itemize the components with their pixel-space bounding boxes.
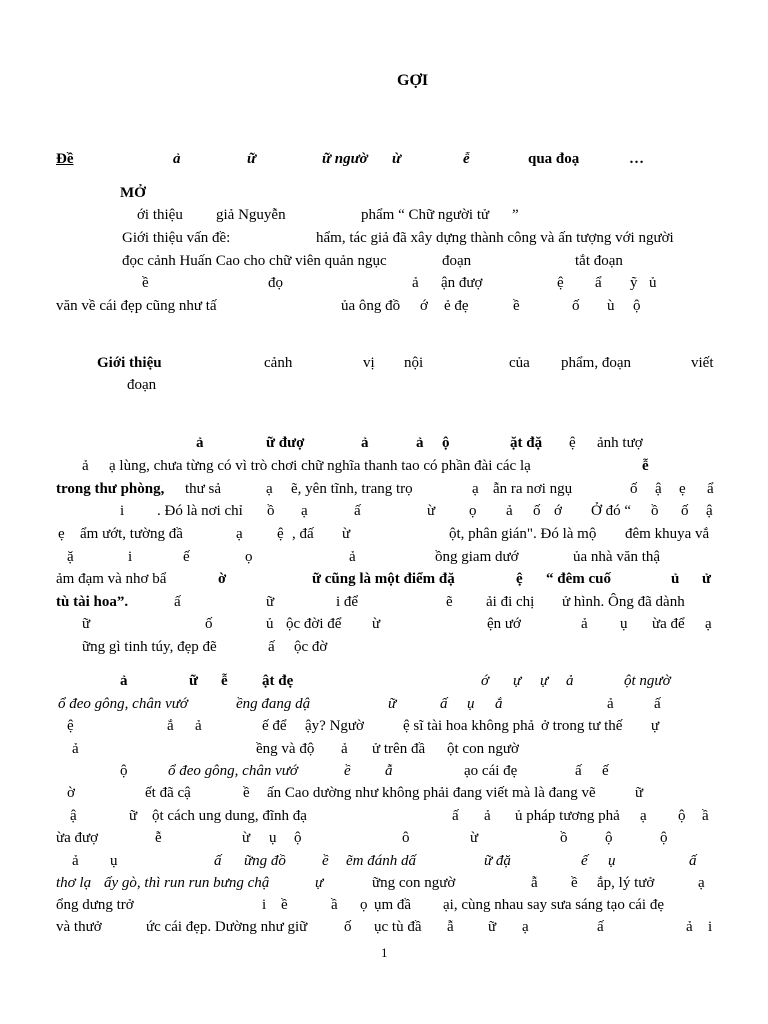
intro-text: ộ [633, 298, 641, 314]
para-text: i [262, 897, 267, 913]
para-text: ừ [372, 616, 381, 632]
intro-text: ề [513, 298, 520, 314]
para-text: ẫ [531, 875, 538, 891]
para-text: ọ [469, 503, 477, 519]
para-text: ững con ngườ [372, 875, 456, 891]
para-text: ạ [640, 808, 647, 824]
para-text: ồ [651, 503, 659, 519]
intro-text: ớ [420, 298, 428, 314]
intro-text: ệ [557, 275, 564, 291]
para-text: ững đồ [244, 853, 286, 869]
para-text: ạ [705, 616, 712, 632]
para-text: ệ sĩ tài hoa không phả [403, 718, 535, 734]
para-text: ấ [654, 696, 661, 712]
para-text: ẫ [447, 919, 454, 935]
para-text: ự [315, 875, 324, 891]
para-text: ẽm đánh dấ [346, 853, 416, 869]
para-text: ức cái đẹp. Dường như giữ [146, 919, 308, 935]
para-text: ủa nhà văn thậ [573, 549, 661, 565]
para-text: ả [72, 853, 79, 869]
para-text: thư sả [185, 481, 222, 497]
para-text: ấ [440, 696, 448, 712]
para-text: ụ [110, 853, 118, 869]
para-text: ờ [218, 571, 227, 587]
topic-fragment: ữ [247, 151, 256, 167]
para-text: ấ [597, 919, 604, 935]
para-text: ề [243, 785, 250, 801]
para-text: ẫn ra nơi ngụ [493, 481, 573, 497]
para-text: i [128, 549, 133, 565]
para-text: ồ [267, 503, 275, 519]
para-text: đêm khuya vắ [625, 526, 710, 542]
intro-text: văn về cái đẹp cũng như tấ [56, 298, 217, 314]
para-text: ầ [702, 808, 709, 824]
para-text: ặ [67, 549, 74, 565]
topic-fragment: ữ ngườ [322, 151, 368, 167]
para-text: . Đó là nơi chỉ [157, 503, 243, 519]
para-text: ộ [605, 830, 613, 846]
para-text: ữ [388, 696, 397, 712]
topic-fragment: ừ [392, 151, 401, 167]
para-text: ẩ [707, 481, 714, 497]
para-text: ề [322, 853, 329, 869]
para-text: ự [651, 718, 660, 734]
para-text: ồng giam dướ [435, 549, 519, 565]
para-text: ột cách ung dung, đĩnh đạ [152, 808, 307, 824]
para-text: ụ [608, 853, 616, 869]
para-text: ững gì tinh túy, đẹp đẽ [82, 639, 217, 655]
para-text: ủ [266, 616, 274, 632]
para-text: ả [566, 673, 574, 689]
para-text: ầ [331, 897, 338, 913]
para-text: ảm đạm và nhơ bẩ [56, 571, 167, 587]
body-intro-text: viết [691, 355, 714, 371]
para-text: ạ [236, 526, 243, 542]
para-text: ữ cũng là một điểm đặ [312, 571, 455, 587]
para-text: ềng đang dậ [236, 696, 311, 712]
intro-text: ố [572, 298, 580, 314]
para-text: ấ [354, 503, 361, 519]
para-text: i [120, 503, 125, 519]
para-text: ấ [575, 763, 582, 779]
para-text: ộ [442, 435, 450, 451]
para-text: ấn Cao dường như không phải đang viết mà là đang vẽ [267, 785, 596, 801]
para-text: ừ [242, 830, 251, 846]
para-text: ộ [294, 830, 302, 846]
para-text: ả [416, 435, 424, 451]
intro-heading: MỞ [120, 185, 146, 201]
body-intro-text: vị [363, 355, 375, 371]
para-text: ẽ [446, 594, 453, 610]
intro-text: hẩm, tác giả đã xây dựng thành công và ấn tượng với người [316, 230, 674, 246]
topic-fragment: qua đoạ [528, 151, 580, 167]
para-text: ữ [82, 616, 91, 632]
para-text: ềng và độ [256, 741, 315, 757]
para-text: ề [344, 763, 351, 779]
intro-text: Giới thiệu vấn đề: [122, 230, 231, 246]
para-text: ắp, lý tưở [597, 875, 655, 891]
para-text: ề [281, 897, 288, 913]
para-text: ộc đời để [286, 616, 342, 632]
topic-fragment: ễ [463, 151, 470, 167]
para-text: ọ [245, 549, 253, 565]
para-text: ấ [174, 594, 181, 610]
para-text: ừ [470, 830, 479, 846]
intro-text: ỹ [630, 275, 638, 291]
para-text: ạ [301, 503, 308, 519]
para-text: thơ lạ [56, 875, 92, 891]
body-intro-text: nội [404, 355, 424, 371]
para-text: ẹ [58, 526, 65, 542]
para-text: ọ [360, 897, 368, 913]
para-text: ữ [635, 785, 644, 801]
para-text: ễ [642, 458, 649, 474]
para-text: ễ [221, 673, 228, 689]
para-text: ấ [452, 808, 459, 824]
para-text: ớ [554, 503, 562, 519]
intro-text: ẩ [595, 275, 602, 291]
body-intro-text: của [509, 355, 530, 371]
para-text: ụm đầ [374, 897, 412, 913]
para-text: ẽ, yên tĩnh, trang trọ [291, 481, 413, 497]
para-text: ạ lùng, chưa từng có vì trò chơi chữ nghĩa thanh tao có phần đài các lạ [109, 458, 531, 474]
intro-text: ủa ông đồ [341, 298, 401, 314]
para-text: ệ [516, 571, 523, 587]
para-text: ố [205, 616, 213, 632]
para-text: tù tài hoa”. [56, 594, 129, 610]
para-text: ở trong tư thế [541, 718, 623, 734]
para-text: ạo cái đẹ [464, 763, 518, 779]
intro-text: ả [412, 275, 419, 291]
para-text: ộ [678, 808, 686, 824]
para-text: ổng dưng trở [56, 897, 134, 913]
para-text: Ở đó “ [591, 503, 631, 519]
para-text: ề [571, 875, 578, 891]
para-text: ậ [70, 808, 77, 824]
para-text: ả [341, 741, 348, 757]
para-text: ấ [689, 853, 697, 869]
para-text: ấ [214, 853, 222, 869]
para-text: ộ [120, 763, 128, 779]
para-text: ả [72, 741, 79, 757]
para-text: ế để [262, 718, 287, 734]
para-text: ụ [269, 830, 277, 846]
para-text: ả [120, 673, 128, 689]
para-text: ả [607, 696, 614, 712]
para-text: ạ [472, 481, 479, 497]
para-text: ắ [495, 696, 503, 712]
para-text: ộ [660, 830, 668, 846]
topic-fragment: ả [173, 151, 181, 167]
body-intro-text: cảnh [264, 355, 293, 371]
para-text: i [708, 919, 713, 935]
topic-label: Đề [56, 151, 74, 167]
para-text: ớ [481, 673, 490, 689]
intro-text: tắt đoạn [575, 253, 623, 269]
para-text: ử [702, 571, 712, 587]
para-text: trong thư phòng, [56, 481, 165, 497]
para-text: ố [344, 919, 352, 935]
para-text: ả [82, 458, 89, 474]
para-text: ột con ngườ [447, 741, 519, 757]
intro-text: đọ [268, 275, 283, 291]
para-text: ự [540, 673, 549, 689]
para-text: ễ [155, 830, 162, 846]
para-text: ảnh tượ [597, 435, 643, 451]
page-title: GỢI [397, 72, 429, 89]
para-text: ậy? Ngườ [305, 718, 364, 734]
para-text: ắ [167, 718, 174, 734]
intro-text: giả Nguyễn [216, 207, 286, 223]
para-text: ột ngườ [624, 673, 671, 689]
body-intro-text: phẩm, đoạn [561, 355, 631, 371]
intro-text: ” [512, 207, 519, 223]
para-text: ử trên đầ [372, 741, 426, 757]
para-text: ải đi chị [486, 594, 535, 610]
para-text: ậ [706, 503, 713, 519]
para-text: ố [681, 503, 689, 519]
para-text: ả [686, 919, 693, 935]
body-intro-text: đoạn [127, 377, 157, 393]
topic-fragment: … [629, 151, 644, 167]
para-text: ừ [427, 503, 436, 519]
intro-text: đoạn [442, 253, 472, 269]
para-text: ục tù đầ [374, 919, 422, 935]
para-text: ại, cùng nhau say sưa sáng tạo cái đẹ [443, 897, 664, 913]
para-text: ế [183, 549, 190, 565]
para-text: ữ [129, 808, 138, 824]
para-text: ế [581, 853, 588, 869]
para-text: , đấ [292, 526, 314, 542]
para-text: ả [196, 435, 204, 451]
para-text: ả [349, 549, 356, 565]
para-text: i để [336, 594, 359, 610]
para-text: ừa để [652, 616, 685, 632]
para-text: ừ [342, 526, 351, 542]
para-text: ả [581, 616, 588, 632]
para-text: ụ [620, 616, 628, 632]
intro-text: phẩm “ Chữ người tử [361, 207, 490, 223]
intro-text: ủ [649, 275, 657, 291]
para-text: ờ [67, 785, 75, 801]
para-text: ồ [560, 830, 568, 846]
para-text: ấ [268, 639, 275, 655]
para-text: ấy gò, thì run run bưng chậ [104, 875, 270, 891]
para-text: ạ [522, 919, 529, 935]
intro-text: ới thiệu [137, 207, 183, 223]
para-text: và thưở [56, 919, 102, 935]
para-text: ủ pháp tương phả [515, 808, 620, 824]
para-text: ện ướ [487, 616, 521, 632]
intro-text: đọc cảnh Huấn Cao cho chữ viên quản ngục [122, 253, 387, 269]
para-text: ả [506, 503, 513, 519]
para-text: ử hình. Ông đã dành [562, 594, 685, 610]
intro-text: ù [607, 298, 615, 314]
para-text: ố [630, 481, 638, 497]
para-text: ả [484, 808, 491, 824]
para-text: ệ [569, 435, 576, 451]
para-text: ữ đặ [484, 853, 511, 869]
para-text: ừa đượ [56, 830, 99, 846]
para-text: ế [602, 763, 609, 779]
body-intro-heading: Giới thiệu [97, 355, 162, 371]
para-text: ô [402, 830, 410, 846]
para-text: ệ [67, 718, 74, 734]
para-text: ả [361, 435, 369, 451]
page-number: 1 [381, 945, 388, 960]
para-text: ẩm ướt, tường đầ [80, 526, 183, 542]
para-text: ật đẹ [262, 673, 294, 689]
para-text: ệ [277, 526, 284, 542]
para-text: ữ [266, 594, 275, 610]
para-text: ặt đặ [510, 435, 543, 451]
para-text: ột, phân gián". Đó là mộ [449, 526, 597, 542]
para-text: ố [533, 503, 541, 519]
para-text: ụ [467, 696, 475, 712]
para-text: ộc đờ [294, 639, 328, 655]
para-text: ả [195, 718, 202, 734]
intro-text: ề [142, 275, 149, 291]
para-text: ữ đượ [266, 435, 305, 451]
para-text: ẹ [679, 481, 686, 497]
para-text: ạ [698, 875, 705, 891]
para-text: ết đã cậ [145, 785, 191, 801]
intro-text: ận đượ [441, 275, 483, 291]
para-text: ậ [655, 481, 662, 497]
para-text: ạ [266, 481, 273, 497]
para-text: ổ đeo gông, chân vướ [58, 696, 188, 712]
para-text: ữ [488, 919, 497, 935]
para-text: ữ [189, 673, 199, 689]
para-text: ự [513, 673, 522, 689]
intro-text: ẻ đẹ [444, 298, 469, 314]
para-text: ẫ [385, 763, 393, 779]
para-text: ổ đeo gông, chân vướ [168, 763, 298, 779]
para-text: “ đêm cuố [546, 571, 611, 587]
para-text: ủ [671, 571, 680, 587]
